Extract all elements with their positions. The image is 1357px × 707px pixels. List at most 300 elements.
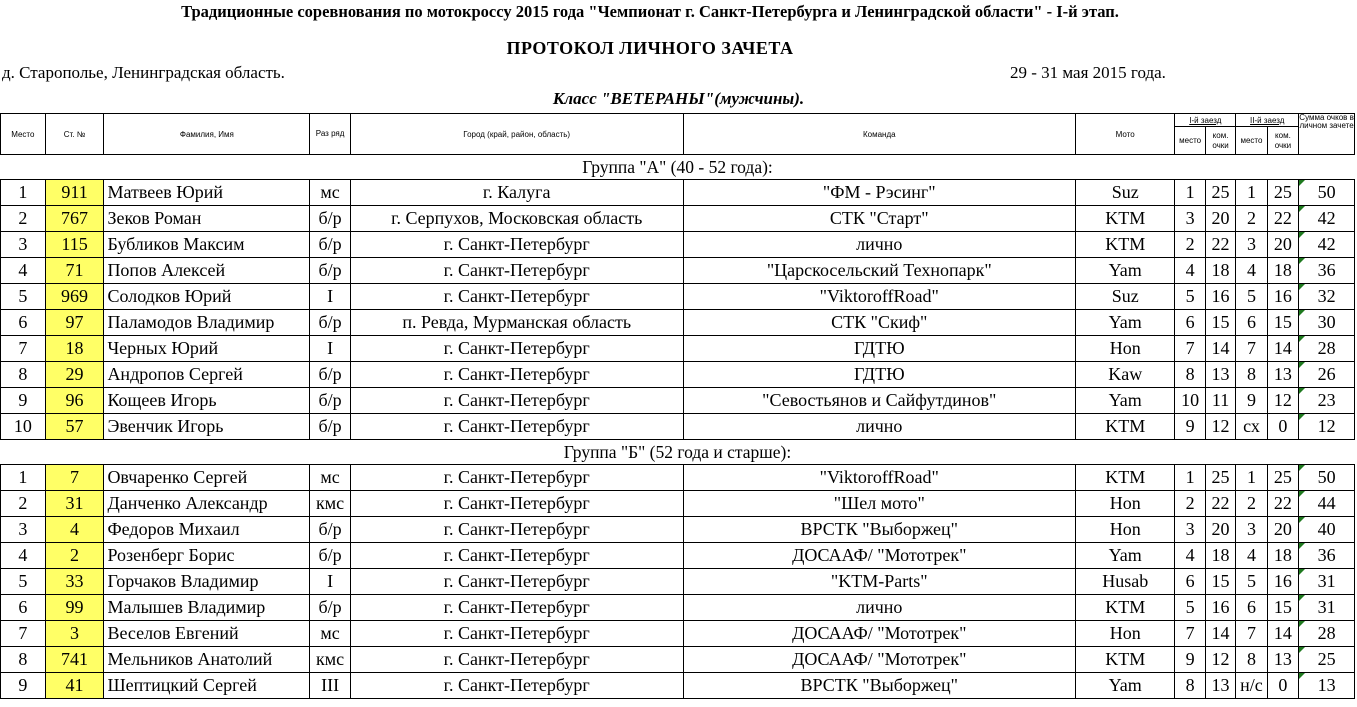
cell-name: Попов Алексей — [104, 258, 310, 284]
col-team: Команда — [683, 114, 1075, 155]
cell-race1-points: 12 — [1205, 647, 1235, 673]
table-row — [1, 310, 1355, 336]
class-title: Класс "ВЕТЕРАНЫ"(мужчины). — [552, 89, 805, 108]
comment-marker-icon — [1299, 647, 1305, 653]
cell-team: лично — [683, 232, 1075, 258]
cell-race1-points: 13 — [1205, 673, 1235, 699]
cell-team: "Севостьянов и Сайфутдинов" — [683, 388, 1075, 414]
cell-total — [1299, 258, 1355, 284]
total-value: 31 — [1317, 597, 1336, 617]
cell-place: 10 — [1, 414, 46, 440]
total-value: 36 — [1317, 545, 1336, 565]
cell-rank: б/р — [310, 543, 351, 569]
cell-city: г. Санкт-Петербург — [350, 284, 683, 310]
total-value: 42 — [1317, 208, 1336, 228]
comment-marker-icon — [1299, 180, 1305, 186]
cell-name: Федоров Михаил — [104, 517, 310, 543]
cell-place: 6 — [1, 595, 46, 621]
comment-marker-icon — [1299, 414, 1305, 420]
cell-race1-points: 11 — [1205, 388, 1235, 414]
cell-race2-place: н/с — [1236, 673, 1267, 699]
comment-marker-icon — [1299, 336, 1305, 342]
cell-race2-points: 15 — [1267, 310, 1298, 336]
cell-start-no: 97 — [45, 310, 104, 336]
cell-race1-place: 1 — [1175, 180, 1205, 206]
cell-start-no: 29 — [45, 362, 104, 388]
cell-rank: б/р — [310, 232, 351, 258]
cell-name: Данченко Александр — [104, 491, 310, 517]
cell-rank: кмс — [310, 491, 351, 517]
cell-name: Овчаренко Сергей — [104, 465, 310, 491]
cell-race1-place: 7 — [1175, 621, 1205, 647]
cell-race1-points: 18 — [1205, 258, 1235, 284]
cell-race2-place: 5 — [1236, 284, 1267, 310]
cell-start-no: 57 — [45, 414, 104, 440]
total-value: 13 — [1317, 675, 1336, 695]
cell-city: г. Серпухов, Московская область — [350, 206, 683, 232]
cell-race2-points: 20 — [1267, 517, 1298, 543]
cell-start-no: 18 — [45, 336, 104, 362]
cell-rank: I — [310, 284, 351, 310]
table-row — [1, 180, 1355, 206]
cell-moto: Hon — [1076, 336, 1175, 362]
cell-moto: KTM — [1076, 414, 1175, 440]
cell-city: г. Санкт-Петербург — [350, 362, 683, 388]
cell-start-no: 767 — [45, 206, 104, 232]
table-row — [1, 569, 1355, 595]
cell-start-no: 96 — [45, 388, 104, 414]
cell-moto: Yam — [1076, 258, 1175, 284]
cell-race2-place: 3 — [1236, 232, 1267, 258]
total-value: 28 — [1317, 623, 1336, 643]
cell-moto: Husab — [1076, 569, 1175, 595]
cell-city: г. Калуга — [350, 180, 683, 206]
cell-race1-points: 12 — [1205, 414, 1235, 440]
cell-start-no: 3 — [45, 621, 104, 647]
cell-race1-points: 20 — [1205, 206, 1235, 232]
cell-rank: б/р — [310, 414, 351, 440]
table-body — [1, 155, 1355, 699]
cell-team: "ViktoroffRoad" — [683, 284, 1075, 310]
cell-rank: б/р — [310, 517, 351, 543]
total-value: 30 — [1317, 312, 1336, 332]
cell-moto: Suz — [1076, 284, 1175, 310]
cell-race2-place: 8 — [1236, 362, 1267, 388]
cell-moto: KTM — [1076, 595, 1175, 621]
group-header — [1, 440, 1355, 465]
cell-rank: мс — [310, 621, 351, 647]
cell-total — [1299, 621, 1355, 647]
col-race1-place: место — [1175, 127, 1205, 155]
cell-team: "ViktoroffRoad" — [683, 465, 1075, 491]
total-value: 26 — [1317, 364, 1336, 384]
cell-team: ВРСТК "Выборжец" — [683, 673, 1075, 699]
cell-rank: I — [310, 336, 351, 362]
cell-total — [1299, 388, 1355, 414]
cell-start-no: 911 — [45, 180, 104, 206]
cell-race1-place: 6 — [1175, 310, 1205, 336]
cell-city: г. Санкт-Петербург — [350, 543, 683, 569]
cell-name: Эвенчик Игорь — [104, 414, 310, 440]
cell-place: 4 — [1, 258, 46, 284]
cell-city: г. Санкт-Петербург — [350, 232, 683, 258]
cell-moto: Kaw — [1076, 362, 1175, 388]
cell-place: 3 — [1, 232, 46, 258]
cell-race1-points: 14 — [1205, 621, 1235, 647]
cell-race2-points: 22 — [1267, 206, 1298, 232]
total-value: 25 — [1317, 649, 1336, 669]
cell-place: 2 — [1, 206, 46, 232]
cell-race2-points: 16 — [1267, 569, 1298, 595]
cell-race1-points: 15 — [1205, 310, 1235, 336]
total-value: 12 — [1317, 416, 1336, 436]
cell-total — [1299, 491, 1355, 517]
table-row — [1, 284, 1355, 310]
table-row — [1, 414, 1355, 440]
cell-total — [1299, 569, 1355, 595]
cell-race2-place: 7 — [1236, 336, 1267, 362]
cell-city: г. Санкт-Петербург — [350, 673, 683, 699]
cell-rank: б/р — [310, 362, 351, 388]
total-value: 31 — [1317, 571, 1336, 591]
cell-city: г. Санкт-Петербург — [350, 414, 683, 440]
cell-race2-points: 14 — [1267, 621, 1298, 647]
cell-total — [1299, 310, 1355, 336]
cell-race2-place: 8 — [1236, 647, 1267, 673]
cell-race2-place: сх — [1236, 414, 1267, 440]
cell-race2-points: 16 — [1267, 284, 1298, 310]
cell-city: г. Санкт-Петербург — [350, 595, 683, 621]
cell-place: 1 — [1, 465, 46, 491]
total-value: 36 — [1317, 260, 1336, 280]
col-rank: Раз ряд — [310, 114, 351, 155]
cell-race2-place: 5 — [1236, 569, 1267, 595]
cell-race1-place: 4 — [1175, 543, 1205, 569]
comment-marker-icon — [1299, 388, 1305, 394]
cell-team: СТК "Скиф" — [683, 310, 1075, 336]
cell-race1-points: 22 — [1205, 491, 1235, 517]
cell-start-no: 115 — [45, 232, 104, 258]
comment-marker-icon — [1299, 284, 1305, 290]
cell-race2-points: 18 — [1267, 258, 1298, 284]
comment-marker-icon — [1299, 621, 1305, 627]
cell-rank: б/р — [310, 206, 351, 232]
table-row — [1, 673, 1355, 699]
cell-total — [1299, 336, 1355, 362]
cell-place: 8 — [1, 362, 46, 388]
col-race2-place: место — [1236, 127, 1267, 155]
cell-race2-points: 13 — [1267, 647, 1298, 673]
cell-race2-points: 20 — [1267, 232, 1298, 258]
cell-name: Паламодов Владимир — [104, 310, 310, 336]
table-row — [1, 621, 1355, 647]
total-value: 50 — [1317, 467, 1336, 487]
cell-race1-points: 16 — [1205, 595, 1235, 621]
cell-total — [1299, 206, 1355, 232]
col-race2-points: ком. очки — [1267, 127, 1298, 155]
cell-city: г. Санкт-Петербург — [350, 336, 683, 362]
col-race2: II-й заезд — [1236, 114, 1299, 127]
cell-name: Кощеев Игорь — [104, 388, 310, 414]
cell-race1-points: 15 — [1205, 569, 1235, 595]
cell-rank: I — [310, 569, 351, 595]
cell-moto: Yam — [1076, 543, 1175, 569]
cell-start-no: 33 — [45, 569, 104, 595]
cell-team: "Царскосельский Технопарк" — [683, 258, 1075, 284]
total-value: 44 — [1317, 493, 1336, 513]
cell-rank: б/р — [310, 388, 351, 414]
cell-place: 9 — [1, 673, 46, 699]
cell-name: Андропов Сергей — [104, 362, 310, 388]
cell-city: г. Санкт-Петербург — [350, 569, 683, 595]
total-value: 42 — [1317, 234, 1336, 254]
cell-race1-place: 2 — [1175, 491, 1205, 517]
cell-city: г. Санкт-Петербург — [350, 647, 683, 673]
comment-marker-icon — [1299, 232, 1305, 238]
table-row — [1, 491, 1355, 517]
cell-rank: мс — [310, 465, 351, 491]
cell-start-no: 99 — [45, 595, 104, 621]
cell-total — [1299, 517, 1355, 543]
document-title: Традиционные соревнования по мотокроссу 2015 года "Чемпионат г. Санкт-Петербурга и Ленинградской области" - I-й этап. — [181, 2, 1119, 21]
col-city: Город (край, район, область) — [350, 114, 683, 155]
cell-team: ВРСТК "Выборжец" — [683, 517, 1075, 543]
cell-team: лично — [683, 414, 1075, 440]
comment-marker-icon — [1299, 465, 1305, 471]
cell-race2-place: 6 — [1236, 310, 1267, 336]
cell-moto: Hon — [1076, 621, 1175, 647]
cell-race1-place: 9 — [1175, 414, 1205, 440]
cell-start-no: 71 — [45, 258, 104, 284]
cell-city: г. Санкт-Петербург — [350, 491, 683, 517]
cell-name: Черных Юрий — [104, 336, 310, 362]
cell-start-no: 2 — [45, 543, 104, 569]
cell-race2-points: 18 — [1267, 543, 1298, 569]
cell-rank: кмс — [310, 647, 351, 673]
cell-city: п. Ревда, Мурманская область — [350, 310, 683, 336]
cell-race2-place: 1 — [1236, 180, 1267, 206]
cell-race1-place: 10 — [1175, 388, 1205, 414]
cell-race2-points: 25 — [1267, 465, 1298, 491]
cell-team: ДОСААФ/ "Мототрек" — [683, 543, 1075, 569]
cell-race1-points: 20 — [1205, 517, 1235, 543]
col-name: Фамилия, Имя — [104, 114, 310, 155]
table-row — [1, 595, 1355, 621]
cell-race2-place: 9 — [1236, 388, 1267, 414]
table-row — [1, 465, 1355, 491]
cell-race2-points: 25 — [1267, 180, 1298, 206]
comment-marker-icon — [1299, 595, 1305, 601]
cell-place: 7 — [1, 621, 46, 647]
cell-city: г. Санкт-Петербург — [350, 465, 683, 491]
comment-marker-icon — [1299, 362, 1305, 368]
cell-race1-place: 9 — [1175, 647, 1205, 673]
comment-marker-icon — [1299, 517, 1305, 523]
results-table — [0, 113, 1355, 699]
cell-moto: KTM — [1076, 465, 1175, 491]
group-header — [1, 155, 1355, 180]
comment-marker-icon — [1299, 491, 1305, 497]
cell-name: Горчаков Владимир — [104, 569, 310, 595]
table-row — [1, 336, 1355, 362]
cell-place: 4 — [1, 543, 46, 569]
cell-start-no: 969 — [45, 284, 104, 310]
col-moto: Мото — [1076, 114, 1175, 155]
total-value: 23 — [1317, 390, 1336, 410]
cell-place: 5 — [1, 569, 46, 595]
cell-race1-points: 25 — [1205, 465, 1235, 491]
total-value: 32 — [1317, 286, 1336, 306]
cell-race1-points: 16 — [1205, 284, 1235, 310]
table-row — [1, 647, 1355, 673]
cell-name: Розенберг Борис — [104, 543, 310, 569]
comment-marker-icon — [1299, 258, 1305, 264]
cell-total — [1299, 232, 1355, 258]
cell-moto: Hon — [1076, 517, 1175, 543]
cell-team: лично — [683, 595, 1075, 621]
total-value: 50 — [1317, 182, 1336, 202]
cell-race2-points: 22 — [1267, 491, 1298, 517]
cell-place: 9 — [1, 388, 46, 414]
cell-race2-place: 3 — [1236, 517, 1267, 543]
comment-marker-icon — [1299, 206, 1305, 212]
table-row — [1, 206, 1355, 232]
cell-race1-place: 1 — [1175, 465, 1205, 491]
cell-team: "KTM-Parts" — [683, 569, 1075, 595]
cell-race2-place: 6 — [1236, 595, 1267, 621]
table-row — [1, 388, 1355, 414]
cell-start-no: 4 — [45, 517, 104, 543]
cell-place: 8 — [1, 647, 46, 673]
cell-start-no: 741 — [45, 647, 104, 673]
cell-moto: KTM — [1076, 647, 1175, 673]
col-start-no: Ст. № — [45, 114, 104, 155]
cell-race1-points: 25 — [1205, 180, 1235, 206]
cell-race1-place: 4 — [1175, 258, 1205, 284]
cell-city: г. Санкт-Петербург — [350, 517, 683, 543]
cell-race2-place: 1 — [1236, 465, 1267, 491]
event-dates: 29 - 31 мая 2015 года. — [1010, 63, 1166, 82]
cell-total — [1299, 465, 1355, 491]
cell-race2-points: 14 — [1267, 336, 1298, 362]
cell-city: г. Санкт-Петербург — [350, 621, 683, 647]
cell-name: Матвеев Юрий — [104, 180, 310, 206]
cell-team: ДОСААФ/ "Мототрек" — [683, 647, 1075, 673]
cell-place: 6 — [1, 310, 46, 336]
cell-race2-points: 0 — [1267, 414, 1298, 440]
cell-race1-place: 2 — [1175, 232, 1205, 258]
cell-race1-place: 8 — [1175, 362, 1205, 388]
cell-total — [1299, 414, 1355, 440]
table-row — [1, 258, 1355, 284]
cell-moto: Yam — [1076, 388, 1175, 414]
cell-city: г. Санкт-Петербург — [350, 388, 683, 414]
col-place: Место — [1, 114, 46, 155]
cell-race2-place: 2 — [1236, 491, 1267, 517]
cell-start-no: 7 — [45, 465, 104, 491]
table-row — [1, 543, 1355, 569]
cell-name: Шептицкий Сергей — [104, 673, 310, 699]
cell-total — [1299, 543, 1355, 569]
table-row — [1, 517, 1355, 543]
protocol-title: ПРОТОКОЛ ЛИЧНОГО ЗАЧЕТА — [506, 38, 794, 58]
cell-place: 2 — [1, 491, 46, 517]
cell-rank: III — [310, 673, 351, 699]
cell-rank: б/р — [310, 258, 351, 284]
cell-team: "ФМ - Рэсинг" — [683, 180, 1075, 206]
cell-place: 5 — [1, 284, 46, 310]
cell-moto: Yam — [1076, 673, 1175, 699]
col-total: Сумма очков в личном зачете — [1299, 114, 1355, 155]
cell-moto: KTM — [1076, 206, 1175, 232]
cell-race2-place: 2 — [1236, 206, 1267, 232]
cell-total — [1299, 595, 1355, 621]
comment-marker-icon — [1299, 310, 1305, 316]
group-title: Группа "А" (40 - 52 года): — [1, 155, 1355, 180]
cell-rank: б/р — [310, 595, 351, 621]
group-title: Группа "Б" (52 года и старше): — [1, 440, 1355, 465]
cell-name: Солодков Юрий — [104, 284, 310, 310]
comment-marker-icon — [1299, 569, 1305, 575]
cell-race1-points: 18 — [1205, 543, 1235, 569]
cell-name: Мельников Анатолий — [104, 647, 310, 673]
cell-team: ДОСААФ/ "Мототрек" — [683, 621, 1075, 647]
event-location: д. Старополье, Ленинградская область. — [2, 63, 285, 82]
cell-place: 1 — [1, 180, 46, 206]
comment-marker-icon — [1299, 543, 1305, 549]
cell-place: 7 — [1, 336, 46, 362]
total-value: 40 — [1317, 519, 1336, 539]
table-header — [1, 114, 1355, 155]
cell-race1-place: 3 — [1175, 517, 1205, 543]
cell-race2-place: 4 — [1236, 543, 1267, 569]
cell-moto: Hon — [1076, 491, 1175, 517]
cell-name: Малышев Владимир — [104, 595, 310, 621]
cell-team: ГДТЮ — [683, 336, 1075, 362]
cell-moto: Yam — [1076, 310, 1175, 336]
cell-race1-points: 22 — [1205, 232, 1235, 258]
cell-name: Веселов Евгений — [104, 621, 310, 647]
cell-rank: мс — [310, 180, 351, 206]
cell-race2-points: 0 — [1267, 673, 1298, 699]
cell-total — [1299, 284, 1355, 310]
comment-marker-icon — [1299, 673, 1305, 679]
table-row — [1, 232, 1355, 258]
cell-start-no: 41 — [45, 673, 104, 699]
cell-race2-place: 4 — [1236, 258, 1267, 284]
cell-race1-points: 13 — [1205, 362, 1235, 388]
cell-race1-place: 7 — [1175, 336, 1205, 362]
cell-race1-place: 8 — [1175, 673, 1205, 699]
cell-total — [1299, 647, 1355, 673]
cell-race2-place: 7 — [1236, 621, 1267, 647]
cell-race1-place: 6 — [1175, 569, 1205, 595]
cell-moto: KTM — [1076, 232, 1175, 258]
cell-race2-points: 15 — [1267, 595, 1298, 621]
cell-race1-place: 5 — [1175, 284, 1205, 310]
cell-race1-place: 5 — [1175, 595, 1205, 621]
cell-name: Зеков Роман — [104, 206, 310, 232]
cell-city: г. Санкт-Петербург — [350, 258, 683, 284]
cell-moto: Suz — [1076, 180, 1175, 206]
cell-race2-points: 13 — [1267, 362, 1298, 388]
cell-race2-points: 12 — [1267, 388, 1298, 414]
cell-team: СТК "Старт" — [683, 206, 1075, 232]
cell-team: "Шел мото" — [683, 491, 1075, 517]
cell-start-no: 31 — [45, 491, 104, 517]
cell-race1-place: 3 — [1175, 206, 1205, 232]
cell-name: Бубликов Максим — [104, 232, 310, 258]
